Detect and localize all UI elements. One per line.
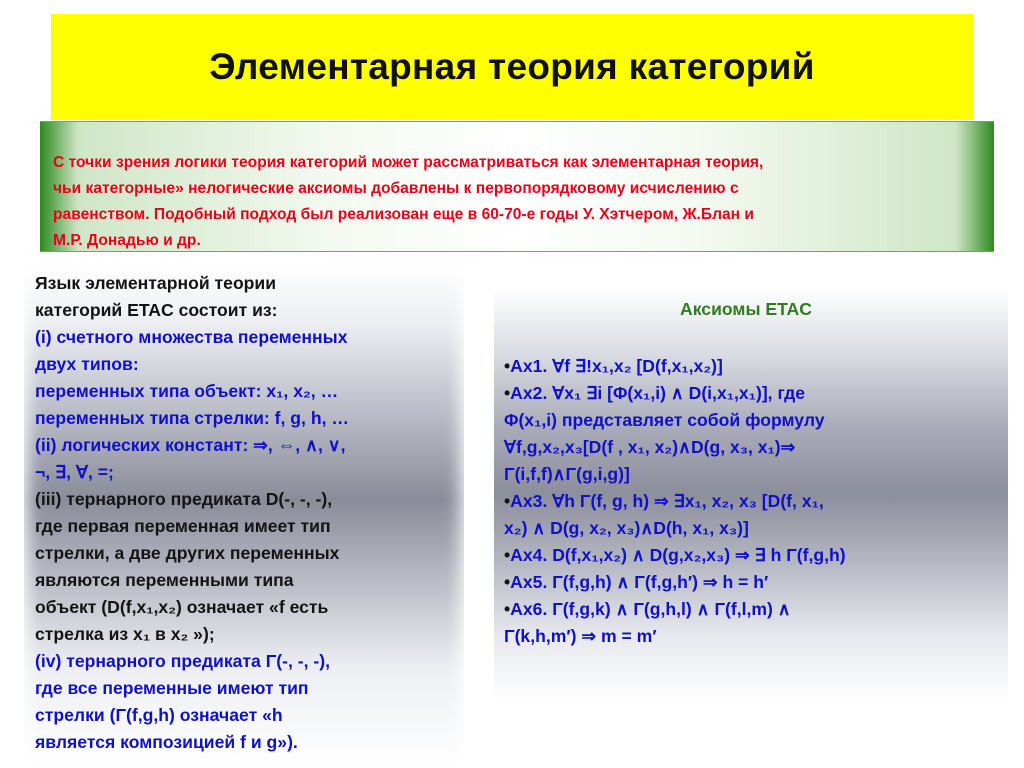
bullet-icon: • [504, 383, 511, 403]
axiom-line [504, 542, 1008, 569]
axiom-text: ∀f,g,x₂,x₃[D(f , x₁, x₂)∧D(g, x₃, x₁)⇒ [504, 437, 796, 457]
axiom-text: Ax1. ∀f ∃!x₁,x₂ [D(f,x₁,x₂)] [510, 356, 723, 376]
language-line: двух типов: [35, 354, 139, 374]
axiom-text: Γ(k,h,m′) ⇒ m = m′ [504, 626, 657, 646]
axiom-line [504, 515, 1008, 542]
language-line: переменных типа объект: x₁, x₂, … [35, 381, 339, 401]
axiom-text: Ax6. Γ(f,g,k) ∧ Γ(g,h,l) ∧ Γ(f,l,m) ∧ [510, 599, 791, 619]
language-line: (iii) тернарного предиката D(-, -, -), [35, 489, 333, 509]
intro-box [40, 121, 994, 252]
language-line: ¬, ∃, ∀, =; [35, 462, 114, 482]
axiom-text: Ax2. ∀x₁ ∃i [Φ(x₁,i) ∧ D(i,x₁,x₁)], где [510, 383, 806, 403]
language-line: где первая переменная имеет тип [35, 516, 331, 536]
language-line: Язык элементарной теории [35, 273, 277, 293]
bullet-icon: • [504, 572, 511, 592]
title-banner [51, 14, 973, 120]
language-line: стрелки (Γ(f,g,h) означает «h [35, 705, 283, 725]
language-line: где все переменные имеют тип [35, 678, 309, 698]
intro-line: М.Р. Донадью и др. [53, 232, 201, 249]
axiom-line [504, 461, 1008, 488]
language-line: являются переменными типа [35, 570, 294, 590]
language-line: (iv) тернарного предиката Γ(-, -, -), [35, 651, 331, 671]
language-line: категорий ETAC состоит из: [35, 300, 278, 320]
page-title: Элементарная теория категорий [209, 46, 815, 87]
axiom-text: Ax4. D(f,x₁,x₂) ∧ D(g,x₂,x₃) ⇒ ∃ h Γ(f,g,h) [510, 545, 846, 565]
axiom-line [504, 623, 1008, 650]
language-line: является композицией f и g»). [35, 732, 298, 752]
axiom-line [504, 380, 1008, 407]
language-line: переменных типа стрелки: f, g, h, … [35, 408, 349, 428]
bullet-icon: • [504, 599, 511, 619]
axiom-text: Γ(i,f,f)∧Γ(g,i,g)] [504, 464, 630, 484]
language-line: (i) счетного множества переменных [35, 327, 348, 347]
axiom-text: Φ(x₁,i) представляет собой формулу [504, 410, 825, 430]
intro-line: С точки зрения логики теория категорий может рассматриваться как элементарная теория, [53, 154, 764, 171]
language-panel [24, 262, 464, 768]
axioms-list [504, 353, 1008, 650]
axiom-text: x₂) ∧ D(g, x₂, x₃)∧D(h, x₁, x₃)] [504, 518, 749, 538]
axiom-line [504, 569, 1008, 596]
axiom-text: Ax5. Γ(f,g,h) ∧ Γ(f,g,h′) ⇒ h = h′ [510, 572, 769, 592]
intro-line: равенством. Подобный подход был реализован еще в 60-70-е годы У. Хэтчером, Ж.Блан и [53, 206, 755, 223]
language-line: стрелка из x₁ в x₂ »); [35, 624, 215, 644]
axioms-title: Аксиомы ETAC [680, 299, 812, 319]
bullet-icon: • [504, 545, 511, 565]
axiom-line [504, 353, 1008, 380]
axiom-line [504, 596, 1008, 623]
axiom-text: Ax3. ∀h Γ(f, g, h) ⇒ ∃x₁, x₂, x₃ [D(f, x₁, [510, 491, 824, 511]
bullet-icon: • [504, 491, 511, 511]
axiom-line [504, 407, 1008, 434]
axiom-line [504, 434, 1008, 461]
language-line: объект (D(f,x₁,x₂) означает «f есть [35, 597, 329, 617]
intro-line: чьи категорные» нелогические аксиомы добавлены к первопорядковому исчислению с [53, 180, 739, 197]
language-line: (ii) логических констант: ⇒, ⇔, ∧, ∨, [35, 435, 346, 455]
axiom-line [504, 488, 1008, 515]
bullet-icon: • [504, 356, 511, 376]
language-line: стрелки, а две других переменных [35, 543, 340, 563]
axioms-panel [494, 287, 1008, 701]
intro-text [53, 150, 966, 254]
